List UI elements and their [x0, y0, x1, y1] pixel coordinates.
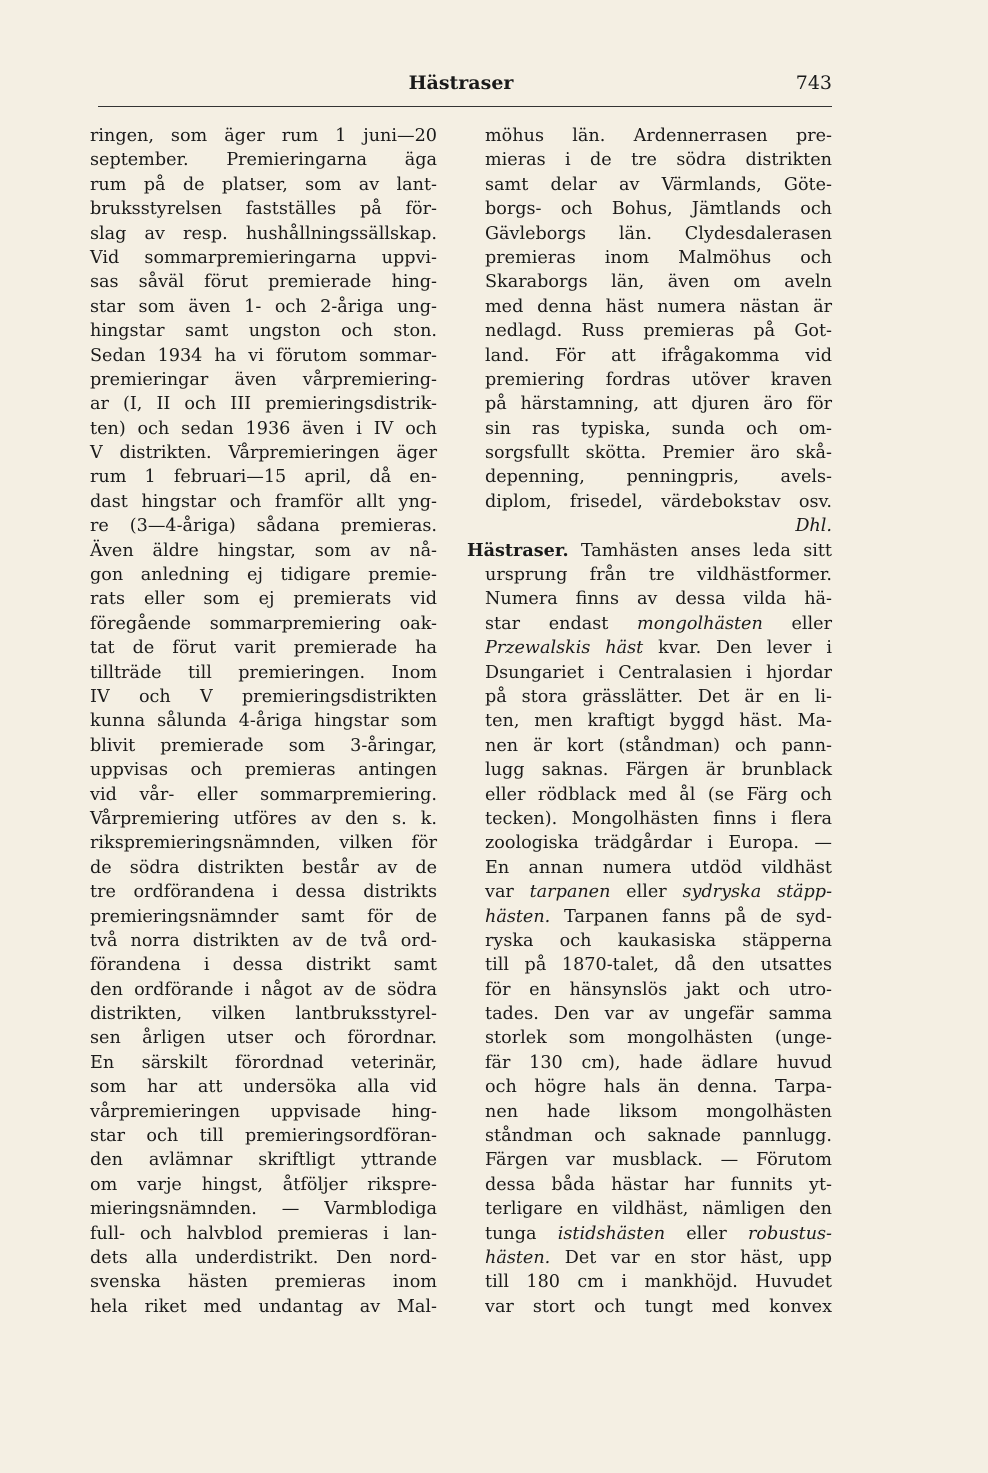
- text-line: dets alla underdistrikt. Den nord-: [90, 1247, 437, 1268]
- text-line: samt delar av Värmlands, Göte-: [485, 174, 832, 195]
- author-signature: Dhl.: [795, 516, 832, 537]
- text-line: kunna sålunda 4-åriga hingstar som: [90, 711, 437, 732]
- text-line: bruksstyrelsen fastställes på för-: [90, 199, 437, 220]
- entry-headword: Hästraser.: [467, 539, 569, 561]
- text-line: Vårpremiering utföres av den s. k.: [90, 808, 437, 829]
- entry-text-block: [485, 661, 832, 881]
- text-line: om varje hingst, åtföljer rikspre-: [90, 1174, 437, 1195]
- text-line: nen är kort (ståndman) och pann-: [485, 735, 832, 756]
- text-line: premieringsnämnder samt för de: [90, 906, 437, 927]
- entry-line: hästen. Tarpanen fanns på de syd-: [485, 906, 832, 927]
- text-line: ar (I, II och III premieringsdistrik-: [90, 394, 437, 415]
- text-line: V distrikten. Vårpremieringen äger: [90, 443, 437, 464]
- text-line: eller rödblack med ål (se Färg och: [485, 784, 832, 805]
- text-line: möhus län. Ardennerrasen pre-: [485, 126, 832, 146]
- text-line: som har att undersöka alla vid: [90, 1077, 437, 1098]
- text-line: premieringar även vårpremiering-: [90, 369, 437, 390]
- text-line: rum på de platser, som av lant-: [90, 174, 437, 195]
- entry-line: star endast mongolhästen eller: [485, 613, 833, 634]
- text-line: uppvisas och premieras antingen: [90, 760, 437, 781]
- text-line: full- och halvblod premieras i lan-: [90, 1223, 437, 1244]
- text-line: dast hingstar och framför allt yng-: [90, 491, 437, 512]
- text-line: till 180 cm i mankhöjd. Huvudet: [485, 1272, 832, 1293]
- text-line: En annan numera utdöd vildhäst: [485, 857, 832, 878]
- text-line: nen hade liksom mongolhästen: [485, 1101, 832, 1122]
- text-line: hingstar samt ungston och ston.: [90, 321, 437, 342]
- text-line: Vid sommarpremieringarna uppvi-: [90, 247, 437, 268]
- continued-entry-text: [485, 124, 832, 514]
- text-line: de södra distrikten består av de: [90, 857, 437, 878]
- text-line: ståndman och saknade pannlugg.: [485, 1126, 832, 1147]
- text-line: gon anledning ej tidigare premie-: [90, 565, 437, 586]
- text-line: Gävleborgs län. Clydesdalerasen: [485, 223, 832, 244]
- entry-line: tunga istidshästen eller robustus-: [485, 1223, 832, 1244]
- text-line: En särskilt förordnad veterinär,: [90, 1052, 437, 1073]
- left-column: [90, 124, 437, 1319]
- text-line: terligare en vildhäst, nämligen den: [485, 1199, 832, 1220]
- text-line: tat de förut varit premierade ha: [90, 638, 437, 659]
- entry-line: ursprung från tre vildhästformer.: [485, 565, 832, 586]
- text-line: Färgen var musblack. — Förutom: [485, 1150, 832, 1171]
- text-line: Sedan 1934 ha vi förutom sommar-: [90, 345, 437, 366]
- text-line: zoologiska trädgårdar i Europa. —: [485, 833, 832, 854]
- text-line: premieras inom Malmöhus och: [485, 247, 832, 268]
- text-line: och högre hals än denna. Tarpa-: [485, 1077, 832, 1098]
- text-line: fär 130 cm), hade ädlare huvud: [485, 1052, 832, 1073]
- text-line: mieringsnämnden. — Varmblodiga: [90, 1199, 437, 1220]
- text-line: vårpremieringen uppvisade hing-: [90, 1101, 437, 1122]
- text-line: dessa båda hästar har funnits yt-: [485, 1174, 832, 1195]
- entry-text-block: [485, 929, 832, 1222]
- page-number: 743: [795, 72, 832, 94]
- text-line: sin ras typiska, sunda och om-: [485, 418, 832, 439]
- text-line: förandena i dessa distrikt samt: [90, 955, 437, 976]
- text-line: premiering fordras utöver kraven: [485, 369, 832, 390]
- entry-line: hästen. Det var en stor häst, upp: [485, 1247, 832, 1268]
- entry-text-block: [485, 1270, 832, 1319]
- text-line: var stort och tungt med konvex: [485, 1296, 832, 1317]
- text-line: tades. Den var av ungefär samma: [485, 1004, 832, 1025]
- text-line: på stora grässlätter. Det är en li-: [485, 686, 832, 707]
- running-title: Hästraser: [408, 72, 514, 94]
- text-line: rikspremieringsnämnden, vilken för: [90, 833, 437, 854]
- text-line: till på 1870-talet, då den utsattes: [485, 955, 832, 976]
- text-line: borgs- och Bohus, Jämtlands och: [485, 199, 832, 220]
- text-line: september. Premieringarna äga: [90, 150, 437, 171]
- text-line: Även äldre hingstar, som av nå-: [90, 540, 437, 561]
- text-line: Skaraborgs län, även om aveln: [485, 272, 832, 293]
- text-line: sas såväl förut premierade hing-: [90, 272, 437, 293]
- text-line: nedlagd. Russ premieras på Got-: [485, 321, 832, 342]
- text-line: två norra distrikten av de två ord-: [90, 930, 437, 951]
- text-line: sorgsfullt skötta. Premier äro skå-: [485, 443, 832, 464]
- text-line: IV och V premieringsdistrikten: [90, 686, 437, 707]
- text-line: tillträde till premieringen. Inom: [90, 662, 437, 683]
- right-column: [467, 124, 833, 1319]
- text-line: depenning, penningpris, avels-: [485, 467, 832, 488]
- text-line: den ordförande i något av de södra: [90, 979, 437, 1000]
- text-line: tre ordförandena i dessa distrikts: [90, 882, 437, 903]
- entry-first-line: Hästraser. Tamhästen anses leda sitt: [467, 539, 832, 561]
- text-line: ringen, som äger rum 1 juni—20: [90, 126, 437, 146]
- text-line: re (3—4-åriga) sådana premieras.: [90, 516, 437, 537]
- page-header: [90, 68, 832, 102]
- text-line: hela riket med undantag av Mal-: [90, 1296, 437, 1317]
- text-line: lugg saknas. Färgen är brunblack: [485, 760, 832, 781]
- text-line: på härstamning, att djuren äro för: [485, 394, 832, 415]
- text-line: svenska hästen premieras inom: [90, 1272, 437, 1293]
- text-line: rum 1 februari—15 april, då en-: [90, 467, 437, 488]
- entry-line: var tarpanen eller sydryska stäpp-: [485, 882, 833, 903]
- text-line: star och till premieringsordföran-: [90, 1126, 437, 1147]
- text-line: ryska och kaukasiska stäpperna: [485, 930, 832, 951]
- entry-hastraser: [467, 539, 833, 1320]
- text-line: den avlämnar skriftligt yttrande: [90, 1150, 437, 1171]
- text-line: distrikten, vilken lantbruksstyrel-: [90, 1004, 437, 1025]
- text-line: slag av resp. hushållningssällskap.: [90, 223, 437, 244]
- text-line: föregående sommarpremiering oak-: [90, 613, 437, 634]
- text-line: mieras i de tre södra distrikten: [485, 150, 832, 171]
- text-line: storlek som mongolhästen (unge-: [485, 1028, 832, 1049]
- text-line: med denna häst numera nästan är: [485, 296, 832, 317]
- text-line: ten) och sedan 1936 även i IV och: [90, 418, 437, 439]
- entry-line: Przewalskis häst kvar. Den lever i: [485, 638, 833, 659]
- text-line: land. För att ifrågakomma vid: [485, 345, 832, 366]
- text-line: sen årligen utser och förordnar.: [90, 1028, 437, 1049]
- entry-line: Numera finns av dessa vilda hä-: [485, 589, 832, 610]
- text-line: ten, men kraftigt byggd häst. Ma-: [485, 711, 832, 732]
- text-line: rats eller som ej premierats vid: [90, 589, 437, 610]
- text-line: Dsungariet i Centralasien i hjordar: [485, 662, 832, 683]
- text-line: blivit premierade som 3-åringar,: [90, 735, 437, 756]
- text-line: diplom, frisedel, värdebokstav osv.: [485, 491, 832, 512]
- text-line: för en hänsynslös jakt och utro-: [485, 979, 832, 1000]
- text-line: vid vår- eller sommarpremiering.: [90, 784, 437, 805]
- text-line: tecken). Mongolhästen finns i flera: [485, 808, 832, 829]
- text-line: star som även 1- och 2-åriga ung-: [90, 296, 437, 317]
- header-rule: [98, 106, 832, 107]
